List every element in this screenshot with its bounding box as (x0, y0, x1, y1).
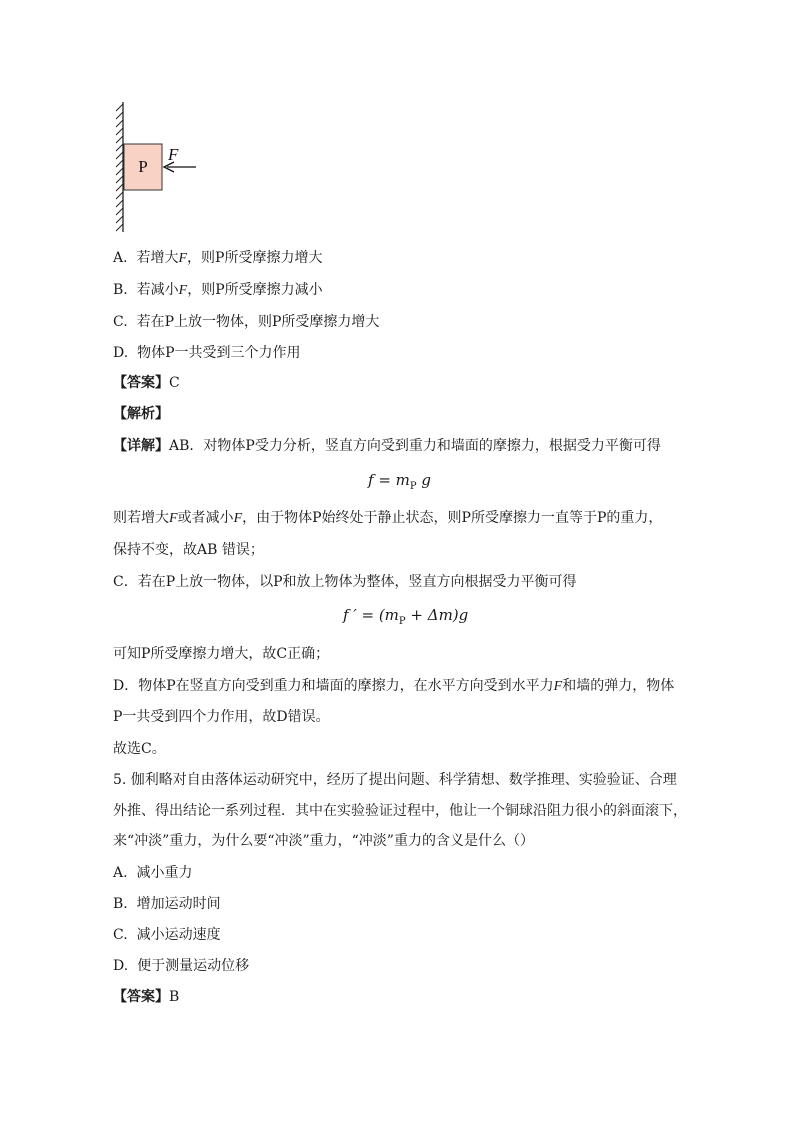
q4-detail-line-4: C．若在P上放一物体，以P和放上物体为整体，竖直方向根据受力平衡可得 (113, 574, 577, 590)
q4-option-a: A. 若增大F，则P所受摩擦力增大 (113, 250, 323, 266)
wall-hatching (116, 102, 123, 232)
equation-2: f ′ = $(m_P + \Delta m)g$ (343, 606, 469, 627)
q5-answer: 【答案】B (113, 989, 180, 1005)
q5-option-a: A. 减小重力 (113, 865, 193, 881)
q4-conclusion: 故选C。 (113, 741, 166, 757)
equation-1: $f = m_P$ g (368, 471, 432, 492)
q4-option-b: B. 若减小F，则P所受摩擦力减小 (113, 282, 323, 298)
q4-answer: 【答案】C (113, 375, 180, 391)
q4-option-c: C. 若在P上放一物体，则P所受摩擦力增大 (113, 314, 380, 330)
q4-detail-line-3: 保持不变，故AB 错误； (113, 542, 264, 558)
q4-detail-line-7: P一共受到四个力作用，故D错误。 (113, 709, 330, 725)
q4-option-d: D. 物体P一共受到三个力作用 (113, 345, 301, 361)
q4-detail-line-2: 则若增大F或者减小F，由于物体P始终处于静止状态，则P所受摩擦力一直等于P的重力， (113, 510, 663, 526)
block-label: P (138, 157, 148, 176)
wall-block-figure (108, 100, 208, 235)
q5-stem-line-3: 来“冲淡”重力，为什么要“冲淡”重力，“冲淡”重力的含义是什么（） (113, 833, 534, 849)
q5-stem-line-2: 外推、得出结论一系列过程．其中在实验验证过程中，他让一个铜球沿阻力很小的斜面滚下， (113, 803, 687, 819)
q5-stem-line-1: 5. 伽利略对自由落体运动研究中，经历了提出问题、科学猜想、数学推理、实验验证、合理 (113, 772, 677, 788)
q5-option-d: D. 便于测量运动位移 (113, 958, 250, 974)
q4-analysis-tag: 【解析】 (113, 406, 169, 422)
q5-option-c: C. 减小运动速度 (113, 927, 221, 943)
force-label: F (168, 145, 179, 164)
q5-option-b: B. 增加运动时间 (113, 896, 221, 912)
q4-detail-line-1: 【详解】AB．对物体P受力分析，竖直方向受到重力和墙面的摩擦力，根据受力平衡可得 (113, 438, 661, 454)
q4-detail-line-5: 可知P所受摩擦力增大，故C正确； (113, 646, 330, 662)
q4-detail-line-6: D．物体P在竖直方向受到重力和墙面的摩擦力，在水平方向受到水平力F和墙的弹力，物体 (113, 678, 675, 694)
